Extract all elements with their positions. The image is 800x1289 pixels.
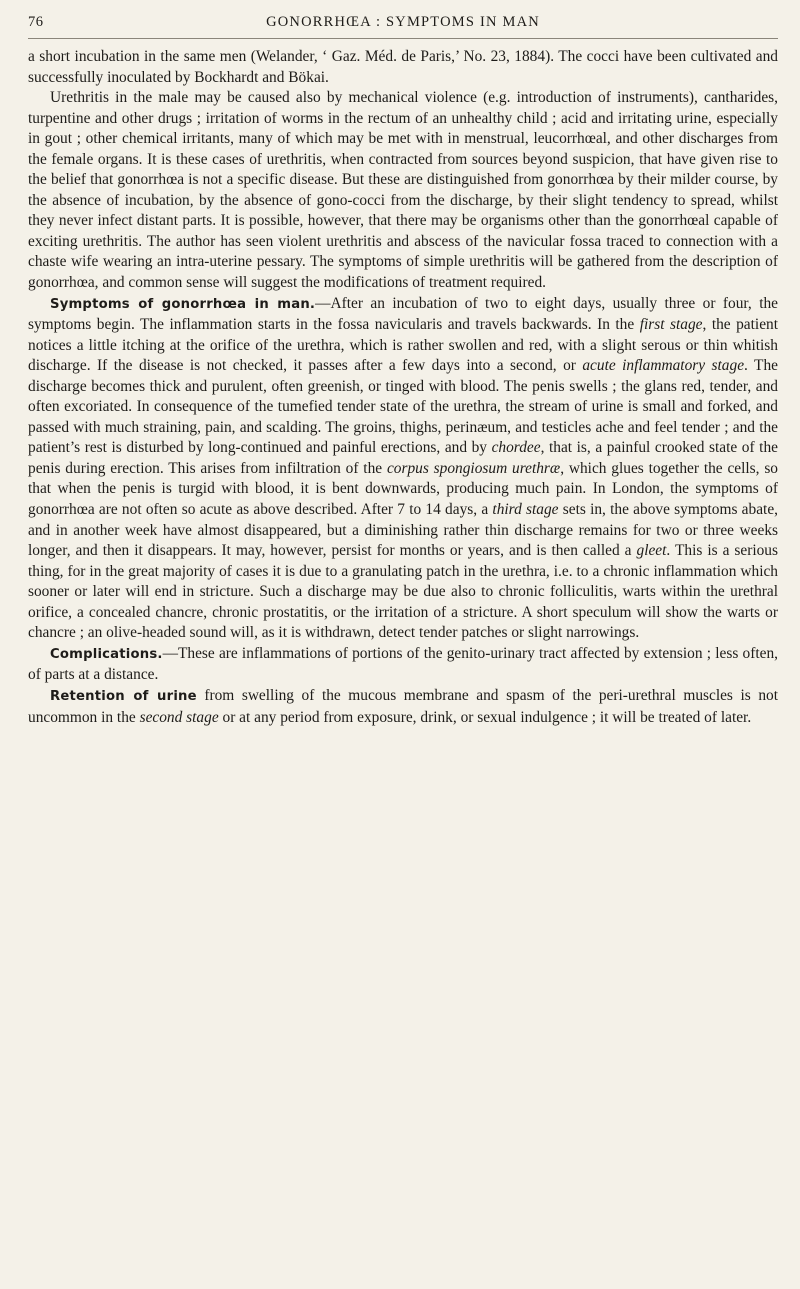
paragraph-text: . The discharge becomes thick and purulent, often greenish, or tinged with blood. The penis swells ; the glans red, tender, and often excoriated. In consequence of the tumefied tender state of the urethra, the stream of urine is small and forked, and passed with much straining, pain, and scalding. The groins, thighs, perinæum, and testicles ache and feel tender ; and the patient’s rest is disturbed by long-continued and painful erections, and by	[28, 357, 778, 457]
paragraph-4	[28, 644, 778, 686]
term-italic: gleet	[636, 542, 667, 560]
paragraph-5	[28, 686, 778, 728]
term-italic: first stage	[639, 316, 703, 334]
paragraph-1	[28, 47, 778, 88]
term-italic: second stage	[139, 708, 219, 726]
paragraph-text: . This is a serious thing, for in the great majority of cases it is due to a granulating patch in the urethra, i.e. to a chronic inflammation which sooner or later will end in stricture. Such a discharge may be due also to chronic folliculitis, warts within the urethral orifice, a concealed chancre, chronic prostatitis, or the irritation of a stricture. A short speculum will show the warts or chancre ; an olive-headed sound will, as it is withdrawn, detect tender patches or slight narrowings.	[28, 542, 778, 642]
paragraph-text: Urethritis in the male may be caused also by mechanical violence (e.g. introduction of instruments), cantharides, turpentine and other drugs ; irritation of worms in the rectum of an unhealthy child ; acid and irritating urine, especially in gout ; other chemical irritants, many of which may be met with in menstrual, leucorrhœal, and other discharges from the female organs. It is these cases of urethritis, when contracted from sources beyond suspicion, that have given rise to the belief that gonorrhœa is not a specific disease. But these are distinguished from gonorrhœa by their milder course, by the absence of incubation, by the absence of gono-cocci from the discharge, by their slight tendency to spread, whilst they never infect distant parts. It is possible, however, that there may be organisms other than the gonorrhœal capable of exciting urethritis. The author has seen violent urethritis and abscess of the navicular fossa traced to connection with a chaste wife wearing an intra-uterine pessary. The symptoms of simple urethritis will be gathered from the description of gonorrhœa, and common sense will suggest the modifications of treatment required.	[28, 89, 778, 292]
page-number: 76	[28, 14, 44, 30]
term-italic: chordee	[491, 439, 541, 457]
body-text	[28, 47, 778, 728]
paragraph-text: , the patient notices a little itching at the orifice of the urethra, which is rather swollen and red, with a slight serous or thin whitish discharge. If the disease is not checked, it passes after a few days into a second, or	[28, 316, 778, 375]
term-italic: corpus spongiosum urethræ	[386, 459, 561, 477]
term-italic: acute inflammatory stage	[582, 357, 745, 375]
running-header	[28, 14, 778, 39]
paragraph-text: —After an incubation of two to eight days, usually three or four, the symptoms begin. The inflammation starts in the fossa navicularis and travels backwards. In the	[28, 294, 779, 334]
running-title: GONORRHŒA : SYMPTOMS IN MAN	[266, 14, 540, 30]
paragraph-text: or at any period from exposure, drink, or sexual indulgence ; it will be treated of later.	[218, 708, 752, 726]
paragraph-text: , that is, a painful crooked state of the penis during erection. This arises from infiltration of the	[28, 439, 778, 477]
paragraph-text: from swelling of the mucous membrane and spasm of the peri-urethral muscles is not uncommon in the	[28, 686, 778, 726]
section-heading: Complications.	[50, 646, 163, 662]
paragraph-2	[28, 88, 778, 293]
paragraph-text: —These are inflammations of portions of the genito-urinary tract affected by extension ; less often, of parts at a distance.	[28, 644, 778, 684]
paragraph-text: a short incubation in the same men (Welander, ‘ Gaz. Méd. de Paris,’ No. 23, 1884). The cocci have been cultivated and successfully inoculated by Bockhardt and Bökai.	[28, 48, 778, 86]
paragraph-3	[28, 294, 778, 644]
paragraph-text: sets in, the above symptoms abate, and in another week have almost disappeared, but a diminishing rather thin discharge remains for two or three weeks longer, and then it disappears. It may, however, persist for months or years, and is then called a	[28, 501, 778, 560]
section-heading: Retention of urine	[50, 688, 197, 704]
section-heading: Symptoms of gonorrhœa in man.	[50, 296, 316, 312]
paragraph-text: , which glues together the cells, so that when the penis is turgid with blood, it is bent downwards, producing much pain. In London, the symptoms of gonorrhœa are not often so acute as above described. After 7 to 14 days, a	[28, 459, 779, 519]
term-italic: third stage	[492, 501, 559, 519]
